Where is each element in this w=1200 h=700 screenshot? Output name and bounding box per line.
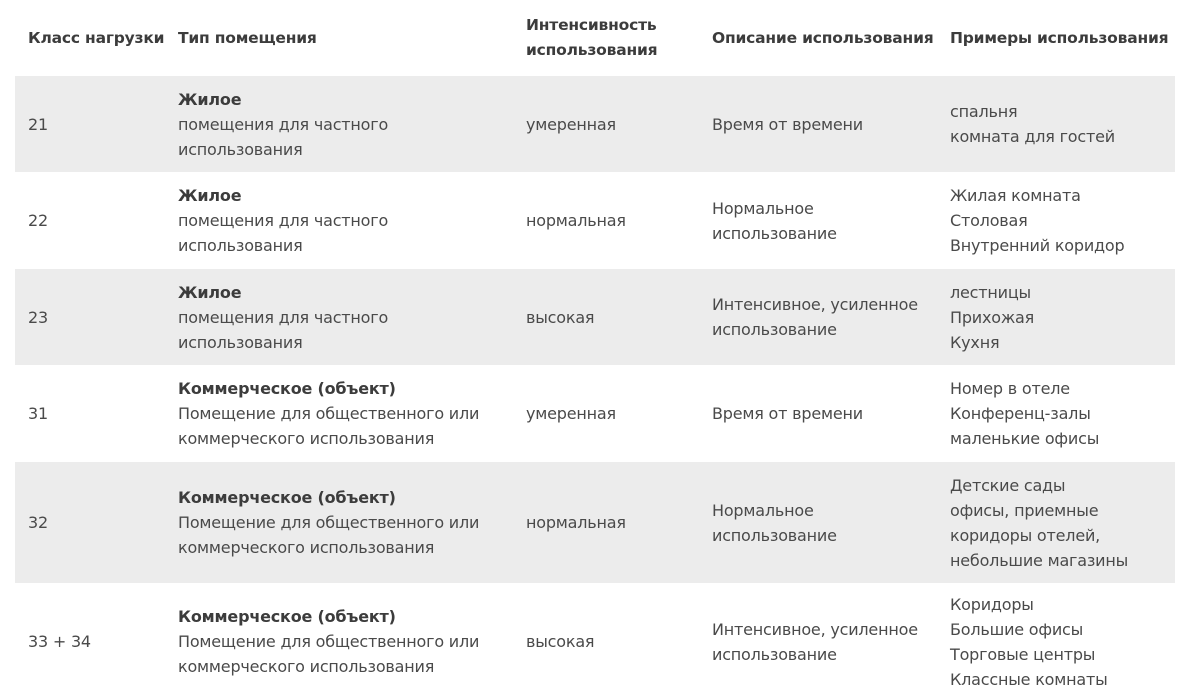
usage-description-line: использование	[712, 223, 837, 243]
example-item: коридоры отелей,	[950, 525, 1101, 545]
example-item: Классные комнаты	[950, 669, 1108, 689]
example-item: Конференц-залы	[950, 404, 1091, 423]
example-item: Торговые центры	[950, 644, 1096, 664]
usage-description-cell	[699, 196, 937, 246]
header-usage-examples: Примеры использования	[950, 28, 1169, 47]
table-header-row	[15, 0, 1175, 76]
intensity-cell: нормальная	[526, 513, 626, 532]
usage-description-line: использование	[712, 320, 837, 339]
room-type-desc-line: коммерческого использования	[178, 538, 435, 557]
usage-description-cell	[699, 292, 937, 342]
usage-examples-cell	[937, 280, 1175, 355]
room-type-title: Жилое	[178, 282, 242, 302]
room-type-desc-line: Помещение для общественного или	[178, 404, 480, 423]
room-type-title: Жилое	[178, 89, 242, 109]
room-type-desc-line: помещения для частного	[178, 211, 389, 230]
room-type-title: Коммерческое (объект)	[178, 607, 396, 626]
usage-description-line: использование	[712, 525, 837, 545]
room-type-cell	[165, 183, 513, 258]
example-item: офисы, приемные	[950, 500, 1099, 520]
usage-description-cell	[699, 401, 937, 426]
usage-description-line: Время от времени	[712, 114, 863, 134]
example-item: спальня	[950, 102, 1018, 121]
header-intensity	[513, 13, 699, 63]
example-item: небольшие магазины	[950, 550, 1129, 570]
example-item: лестницы	[950, 282, 1031, 302]
table-row	[15, 269, 1175, 365]
table-row	[15, 172, 1175, 269]
room-type-cell	[165, 485, 513, 560]
room-type-title: Коммерческое (объект)	[178, 379, 396, 398]
usage-description-cell	[699, 617, 937, 667]
room-type-desc-line: коммерческого использования	[178, 657, 435, 676]
room-type-cell	[165, 280, 513, 355]
usage-description-line: Нормальное	[712, 500, 814, 520]
example-item: Детские сады	[950, 475, 1066, 495]
load-class-table	[15, 0, 1175, 700]
usage-description-line: Интенсивное, усиленное	[712, 619, 918, 639]
example-item: Жилая комната	[950, 186, 1081, 205]
room-type-desc-line: использования	[178, 139, 303, 159]
load-class-cell: 22	[28, 211, 48, 230]
intensity-cell: умеренная	[526, 114, 616, 134]
example-item: Номер в отеле	[950, 379, 1070, 398]
table-row	[15, 365, 1175, 462]
header-intensity-line-1: Интенсивность	[526, 16, 657, 34]
example-item: маленькие офисы	[950, 429, 1100, 448]
load-class-cell: 23	[28, 307, 48, 327]
header-load-class: Класс нагрузки	[28, 28, 165, 47]
usage-description-line: Время от времени	[712, 404, 863, 423]
example-item: Внутренний коридор	[950, 236, 1125, 255]
room-type-desc-line: использования	[178, 236, 303, 255]
intensity-cell: умеренная	[526, 404, 616, 423]
usage-description-cell	[699, 498, 937, 548]
room-type-desc-line: коммерческого использования	[178, 429, 435, 448]
load-class-cell: 21	[28, 114, 48, 134]
example-item: Большие офисы	[950, 619, 1084, 639]
usage-description-line: использование	[712, 644, 837, 664]
load-class-cell: 33 + 34	[28, 632, 91, 651]
room-type-desc-line: помещения для частного	[178, 114, 389, 134]
room-type-title: Жилое	[178, 186, 242, 205]
example-item: комната для гостей	[950, 127, 1115, 146]
room-type-desc-line: помещения для частного	[178, 307, 389, 327]
load-class-cell: 31	[28, 404, 48, 423]
room-type-cell	[165, 604, 513, 679]
usage-description-line: Нормальное	[712, 198, 814, 218]
load-class-cell: 32	[28, 513, 48, 532]
room-type-desc-line: Помещение для общественного или	[178, 632, 480, 651]
table-row	[15, 76, 1175, 172]
header-intensity-line-2: использования	[526, 41, 658, 59]
usage-description-line: Интенсивное, усиленное	[712, 295, 918, 314]
usage-examples-cell	[937, 183, 1175, 258]
example-item: Прихожая	[950, 307, 1035, 327]
usage-examples-cell	[937, 376, 1175, 451]
room-type-cell	[165, 87, 513, 162]
intensity-cell: высокая	[526, 632, 595, 651]
room-type-desc-line: Помещение для общественного или	[178, 513, 480, 532]
usage-examples-cell	[937, 592, 1175, 692]
usage-description-cell	[699, 112, 937, 137]
room-type-cell	[165, 376, 513, 451]
room-type-desc-line: использования	[178, 332, 303, 352]
example-item: Столовая	[950, 211, 1028, 230]
example-item: Кухня	[950, 332, 1000, 352]
table-row	[15, 583, 1175, 700]
intensity-cell: высокая	[526, 307, 595, 327]
intensity-cell: нормальная	[526, 211, 626, 230]
usage-examples-cell	[937, 99, 1175, 149]
header-usage-description: Описание использования	[712, 28, 934, 47]
header-room-type: Тип помещения	[178, 28, 317, 47]
example-item: Коридоры	[950, 594, 1034, 614]
room-type-title: Коммерческое (объект)	[178, 488, 396, 507]
table-row	[15, 462, 1175, 583]
usage-examples-cell	[937, 473, 1175, 573]
